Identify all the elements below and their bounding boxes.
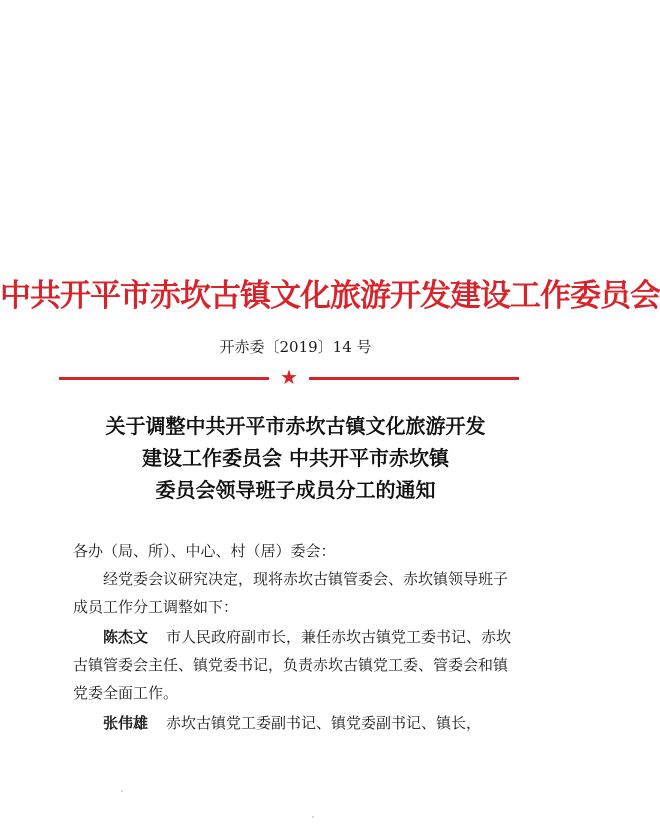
person-name: 陈杰文 [103,628,149,646]
duty-text: 市人民政府副市长，兼任赤坎古镇党工委书记、赤坎古镇管委会主任、镇党委书记，负责赤坎古镇党工委、管委会和镇党委全面工作。 [73,628,512,702]
duty-entry [73,623,521,707]
scan-speck [121,790,123,792]
document-body [73,537,521,737]
duty-text: 赤坎古镇党工委副书记、镇党委副书记、镇长， [166,714,482,732]
document-number: 开赤委〔2019〕14 号 [219,338,372,356]
person-name: 张伟雄 [103,714,149,732]
title-line-3: 委员会领导班子成员分工的通知 [155,478,436,502]
red-rule-left [59,377,269,380]
duty-entry [73,709,521,737]
red-rule-right [309,377,519,380]
scan-speck [312,816,314,818]
document-title [0,410,591,506]
issuer-name: 中共开平市赤坎古镇文化旅游开发建设工作委员会 [0,278,660,314]
title-line-1: 关于调整中共开平市赤坎古镇文化旅游开发 [105,414,486,438]
intro-paragraph: 经党委会议研究决定，现将赤坎古镇管委会、赤坎镇领导班子成员工作分工调整如下： [73,570,509,616]
title-line-2: 建设工作委员会 中共开平市赤坎镇 [142,446,449,470]
salutation: 各办（局、所）、中心、村（居）委会： [73,542,336,560]
star-icon: ★ [280,365,298,389]
